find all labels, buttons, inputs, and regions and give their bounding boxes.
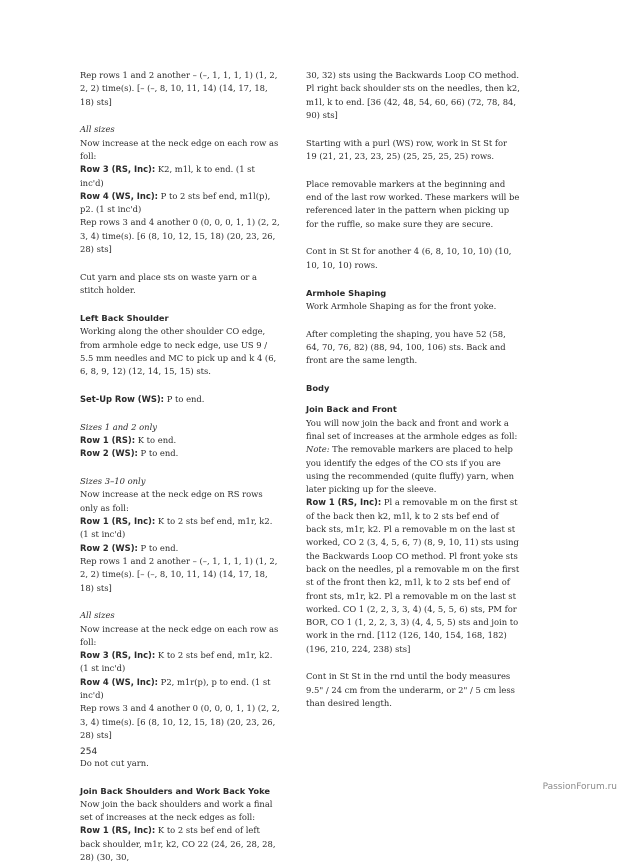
row-text: P to end. bbox=[137, 448, 179, 459]
row-instruction bbox=[80, 434, 280, 447]
page-number: 254 bbox=[80, 747, 98, 757]
row-text: P to end. bbox=[137, 542, 179, 553]
row-instruction bbox=[80, 824, 280, 864]
right-column bbox=[306, 69, 520, 725]
section-heading-join-back-front: Join Back and Front bbox=[306, 404, 397, 415]
text: You will now join the back and front and work a final set of increases at the armhole edges as foll: bbox=[306, 417, 518, 441]
row-label: Row 4 (WS, Inc): bbox=[80, 676, 159, 687]
section-heading-body: Body bbox=[306, 383, 330, 394]
row-instruction bbox=[80, 676, 280, 703]
paragraph: Rep rows 3 and 4 another 0 (0, 0, 0, 1, 1) (2, 2, 3, 4) time(s). [6 (8, 10, 12, 15, 18) (20, 23, 26, 28) sts] bbox=[80, 703, 280, 740]
row-instruction bbox=[80, 190, 280, 217]
row-label: Row 2 (WS): bbox=[80, 448, 138, 459]
left-column bbox=[80, 69, 280, 864]
section-heading-join-back-shoulders: Join Back Shoulders and Work Back Yoke bbox=[80, 785, 270, 796]
row-instruction bbox=[306, 496, 520, 656]
paragraph: Now increase at the neck edge on each row as foll: bbox=[80, 137, 279, 161]
row-instruction bbox=[80, 163, 280, 190]
paragraph: Cont in St St in the rnd until the body measures 9.5" / 24 cm from the underarm, or 2" / 5 cm less than desired length. bbox=[306, 671, 515, 709]
row-instruction bbox=[80, 542, 280, 555]
row-label: Row 4 (WS, Inc): bbox=[80, 190, 159, 201]
row-text: K to 2 sts bef end, m1r, k2. (1 st inc'd) bbox=[80, 650, 273, 674]
paragraph: Working along the other shoulder CO edge, from armhole edge to neck edge, use US 9 / 5.5 mm needles and MC to pick up and k 4 (6, 6, 8, 9, 12) (12, 14, 15, 15) sts. bbox=[80, 326, 277, 377]
row-label: Row 1 (RS, Inc): bbox=[306, 497, 382, 508]
subheading-sizes-1-2: Sizes 1 and 2 only bbox=[80, 421, 157, 432]
note-label: Note: bbox=[306, 444, 330, 455]
paragraph: Cut yarn and place sts on waste yarn or a stitch holder. bbox=[80, 271, 258, 296]
row-text: P to end. bbox=[164, 393, 205, 404]
section-heading-left-back-shoulder: Left Back Shoulder bbox=[80, 312, 169, 323]
row-label: Row 1 (RS): bbox=[80, 435, 136, 446]
row-text: K to 2 sts bef end of left back shoulder, m1r, k2, CO 22 (24, 26, 28, 28, 28) (30, 30, bbox=[80, 825, 276, 863]
paragraph: Now join the back shoulders and work a final set of increases at the neck edges as foll: bbox=[80, 798, 273, 823]
watermark: PassionForum.ru bbox=[542, 782, 617, 792]
row-label: Row 3 (RS, Inc): bbox=[80, 164, 156, 175]
row-label: Row 1 (RS, Inc): bbox=[80, 516, 156, 527]
paragraph: Rep rows 3 and 4 another 0 (0, 0, 0, 1, 1) (2, 2, 3, 4) time(s). [6 (8, 10, 12, 15, 18) (20, 23, 26, 28) sts] bbox=[80, 217, 280, 255]
paragraph: Now increase at the neck edge on RS rows only as foll: bbox=[80, 489, 263, 513]
paragraph: Starting with a purl (WS) row, work in St St for 19 (21, 21, 23, 23, 25) (25, 25, 25, 25) rows. bbox=[306, 137, 508, 161]
row-text: K to 2 sts bef end, m1r, k2. (1 st inc'd) bbox=[80, 516, 273, 540]
paragraph: Now increase at the neck edge on each row as foll: bbox=[80, 623, 279, 647]
row-text: P2, m1r(p), p to end. (1 st inc'd) bbox=[80, 676, 271, 701]
text: The removable markers are placed to help you identify the edges of the CO sts if you are using the recommended (quite fluffy) yarn, when later picking up for the sleeve. bbox=[306, 444, 515, 495]
row-instruction bbox=[80, 447, 280, 460]
paragraph: Cont in St St for another 4 (6, 8, 10, 10, 10) (10, 10, 10, 10) rows. bbox=[306, 246, 512, 270]
paragraph: Place removable markers at the beginning and end of the last row worked. These markers will be referenced later in the pattern when picking up for the ruffle, so make sure they are secure. bbox=[306, 178, 520, 229]
row-text: Pl a removable m on the first st of the back then k2, m1l, k to 2 sts bef end of back sts, m1r, k2. Pl a removable m on the last st worked, CO 2 (3, 4, 5, 6, 7) (8, 9, 10, 11) sts using the Backwards Loop CO method. Pl front yoke sts back on the needles, pl a removable m on the first st of the front then k2, m1l, k to 2 sts bef end of front sts, m1r, k2. Pl a removable m on the last st worked. CO 1 (2, 2, 3, 3, 4) (4, 5, 5, 6) sts, PM for BOR, CO 1 (1, 2, 2, 3, 3) (4, 4, 5, 5) sts and join to work in the rnd. [112 (126, 140, 154, 168, 182) (196, 210, 224, 238) sts] bbox=[306, 497, 520, 654]
row-label: Row 2 (WS): bbox=[80, 542, 138, 553]
subheading-all-sizes: All sizes bbox=[80, 610, 115, 621]
paragraph: After completing the shaping, you have 52 (58, 64, 70, 76, 82) (88, 94, 100, 106) sts. Back and front are the same length. bbox=[306, 328, 506, 366]
row-text: P to 2 sts bef end, m1l(p), p2. (1 st inc'd) bbox=[80, 190, 271, 215]
subheading-sizes-3-10: Sizes 3–10 only bbox=[80, 476, 146, 487]
row-instruction bbox=[80, 649, 280, 676]
row-instruction bbox=[80, 393, 280, 406]
row-label: Row 1 (RS, Inc): bbox=[80, 825, 156, 836]
paragraph: 30, 32) sts using the Backwards Loop CO method. Pl right back shoulder sts on the needles, then k2, m1l, k to end. [36 (42, 48, 54, 60, 66) (72, 78, 84, 90) sts] bbox=[306, 70, 520, 120]
row-text: K to end. bbox=[135, 435, 177, 446]
paragraph bbox=[306, 417, 520, 497]
paragraph: Work Armhole Shaping as for the front yoke. bbox=[306, 300, 497, 311]
row-label: Row 3 (RS, Inc): bbox=[80, 650, 156, 661]
subheading-all-sizes: All sizes bbox=[80, 124, 115, 135]
paragraph: Rep rows 1 and 2 another – (–, 1, 1, 1, 1) (1, 2, 2, 2) time(s). [– (–, 8, 10, 11, 14) (14, 17, 18, 18) sts] bbox=[80, 70, 278, 107]
section-heading-armhole-shaping: Armhole Shaping bbox=[306, 287, 387, 298]
row-instruction bbox=[80, 515, 280, 542]
paragraph: Rep rows 1 and 2 another – (–, 1, 1, 1, 1) (1, 2, 2, 2) time(s). [– (–, 8, 10, 11, 14) (14, 17, 18, 18) sts] bbox=[80, 555, 278, 593]
row-text: K2, m1l, k to end. (1 st inc'd) bbox=[80, 164, 255, 188]
paragraph: Do not cut yarn. bbox=[80, 757, 149, 768]
row-label: Set-Up Row (WS): bbox=[80, 393, 165, 404]
